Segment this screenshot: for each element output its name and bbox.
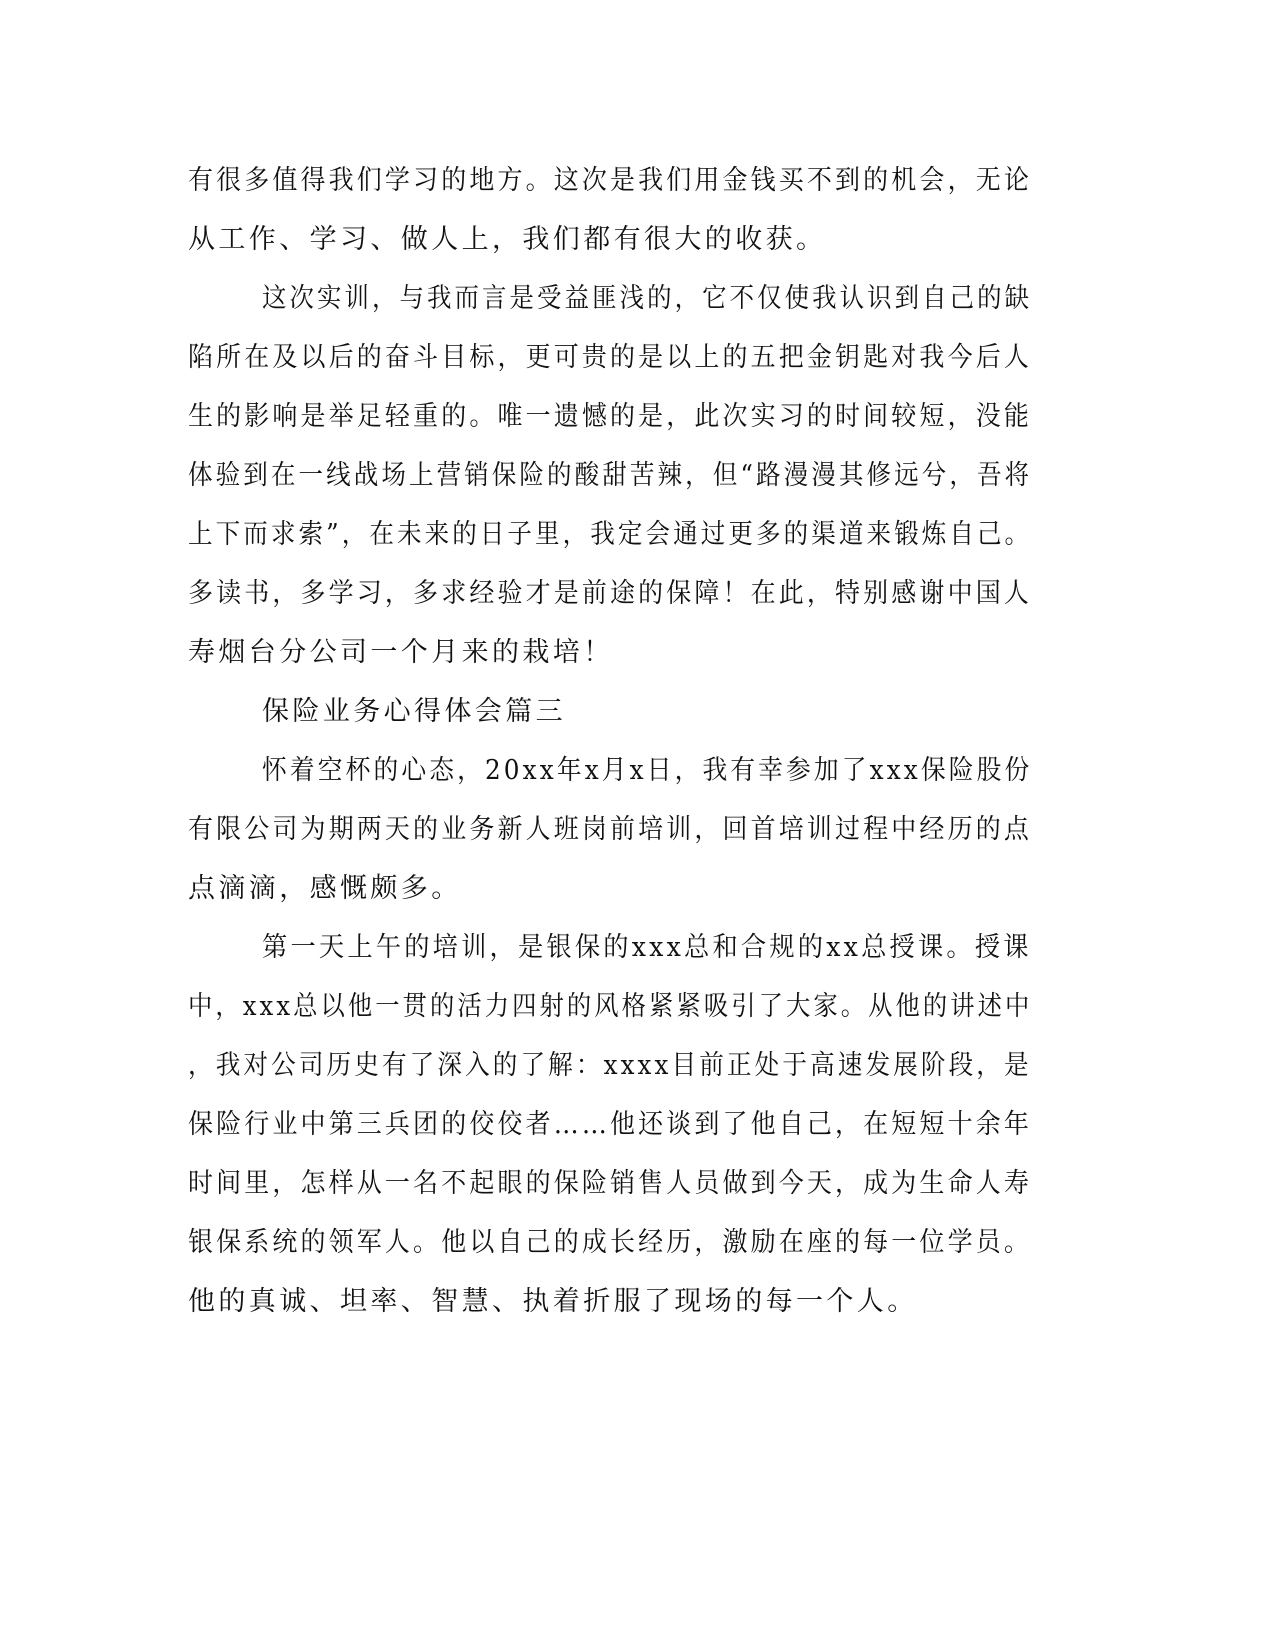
text-line: 中，xxx总以他一贯的活力四射的风格紧紧吸引了大家。从他的讲述中	[188, 991, 1033, 1022]
text-line: 体验到在一线战场上营销保险的酸甜苦辣，但“路漫漫其修远兮，吾将	[188, 460, 1033, 491]
text-line: 点滴滴，感慨颇多。	[188, 873, 462, 904]
text-line: 有限公司为期两天的业务新人班岗前培训，回首培训过程中经历的点	[188, 814, 1032, 845]
text-line: 银保系统的领军人。他以自己的成长经历，激励在座的每一位学员。	[188, 1227, 1032, 1258]
text-line: 上下而求索”，在未来的日子里，我定会通过更多的渠道来锻炼自己。	[188, 519, 1033, 550]
text-line: 保险行业中第三兵团的佼佼者……他还谈到了他自己，在短短十余年	[188, 1109, 1032, 1140]
text-line: 生的影响是举足轻重的。唯一遗憾的是，此次实习的时间较短，没能	[188, 401, 1032, 432]
paragraph-start: 这次实训，与我而言是受益匪浅的，它不仅使我认识到自己的缺	[262, 283, 1033, 314]
text-line: 他的真诚、坦率、智慧、执着折服了现场的每一个人。	[188, 1286, 918, 1317]
paragraph-start: 第一天上午的培训，是银保的xxx总和合规的xx总授课。授课	[262, 932, 1032, 963]
text-line: 有很多值得我们学习的地方。这次是我们用金钱买不到的机会，无论	[188, 165, 1032, 196]
text-line: 陷所在及以后的奋斗目标，更可贵的是以上的五把金钥匙对我今后人	[188, 342, 1032, 373]
text-line: 多读书，多学习，多求经验才是前途的保障！在此，特别感谢中国人	[188, 578, 1032, 609]
section-heading: 保险业务心得体会篇三	[262, 696, 566, 727]
text-line: 寿烟台分公司一个月来的栽培！	[188, 637, 614, 668]
text-line: 时间里，怎样从一名不起眼的保险销售人员做到今天，成为生命人寿	[188, 1168, 1032, 1199]
text-line: 从工作、学习、做人上，我们都有很大的收获。	[188, 224, 827, 255]
paragraph-start: 怀着空杯的心态，20xx年x月x日，我有幸参加了xxx保险股份	[262, 755, 1033, 786]
text-line: ，我对公司历史有了深入的了解：xxxx目前正处于高速发展阶段，是	[188, 1050, 1032, 1081]
